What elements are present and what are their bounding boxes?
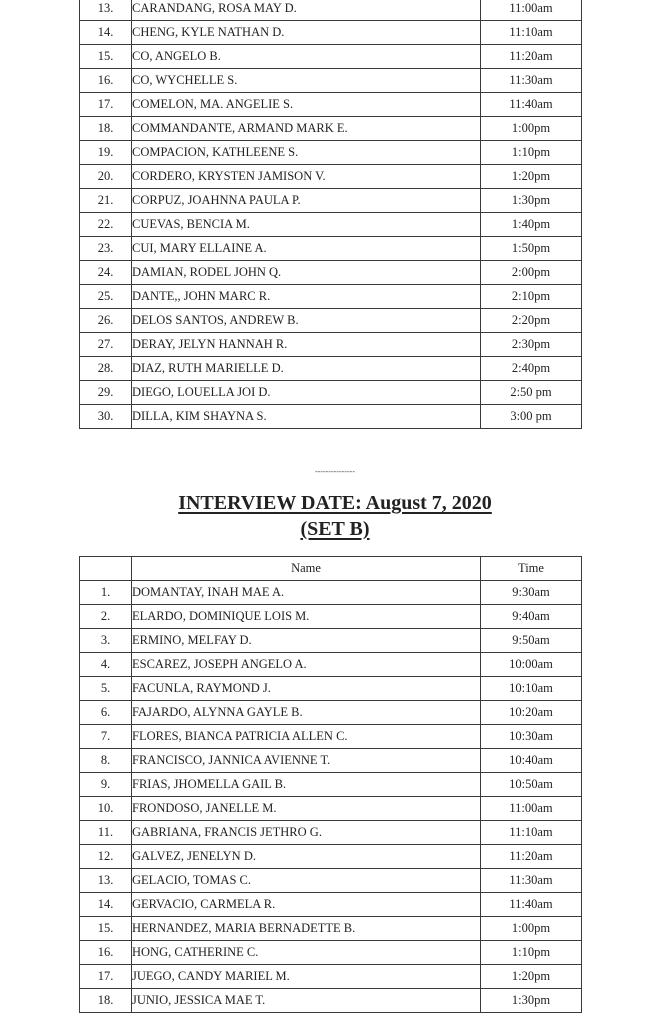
table-row — [80, 69, 582, 93]
interview-time: 9:40am — [481, 605, 582, 629]
schedule-table-set-b — [79, 556, 582, 1013]
table-row — [80, 773, 582, 797]
table-row — [80, 677, 582, 701]
row-number: 22. — [80, 213, 132, 237]
table-row — [80, 189, 582, 213]
row-number: 15. — [80, 45, 132, 69]
interview-time: 11:00am — [481, 0, 582, 21]
interview-time: 10:10am — [481, 677, 582, 701]
table-row — [80, 893, 582, 917]
interview-time: 11:10am — [481, 821, 582, 845]
row-number: 1. — [80, 581, 132, 605]
table-row — [80, 605, 582, 629]
applicant-name: GERVACIO, CARMELA R. — [132, 893, 481, 917]
interview-time: 2:50 pm — [481, 381, 582, 405]
table-row — [80, 581, 582, 605]
applicant-name: FRONDOSO, JANELLE M. — [132, 797, 481, 821]
row-number: 20. — [80, 165, 132, 189]
table-row — [80, 749, 582, 773]
interview-time: 1:20pm — [481, 165, 582, 189]
interview-time: 11:10am — [481, 21, 582, 45]
row-number: 19. — [80, 141, 132, 165]
interview-time: 11:30am — [481, 869, 582, 893]
table-row — [80, 237, 582, 261]
table-row — [80, 213, 582, 237]
table-row — [80, 869, 582, 893]
interview-time: 9:50am — [481, 629, 582, 653]
applicant-name: ELARDO, DOMINIQUE LOIS M. — [132, 605, 481, 629]
applicant-name: DANTE,, JOHN MARC R. — [132, 285, 481, 309]
interview-time: 11:40am — [481, 93, 582, 117]
table-row — [80, 845, 582, 869]
set-label-heading — [0, 517, 670, 541]
section-separator: --------------- — [315, 467, 355, 476]
table-row — [80, 117, 582, 141]
applicant-name: FRANCISCO, JANNICA AVIENNE T. — [132, 749, 481, 773]
interview-time: 1:10pm — [481, 941, 582, 965]
table-row — [80, 93, 582, 117]
applicant-name: CHENG, KYLE NATHAN D. — [132, 21, 481, 45]
table-row — [80, 261, 582, 285]
applicant-name: CO, WYCHELLE S. — [132, 69, 481, 93]
row-number: 29. — [80, 381, 132, 405]
applicant-name: DAMIAN, RODEL JOHN Q. — [132, 261, 481, 285]
applicant-name: ESCAREZ, JOSEPH ANGELO A. — [132, 653, 481, 677]
table-row — [80, 653, 582, 677]
row-number: 17. — [80, 93, 132, 117]
table-row — [80, 333, 582, 357]
applicant-name: CUEVAS, BENCIA M. — [132, 213, 481, 237]
table-row — [80, 917, 582, 941]
row-number: 13. — [80, 0, 132, 21]
interview-time: 10:00am — [481, 653, 582, 677]
row-number: 13. — [80, 869, 132, 893]
applicant-name: COMMANDANTE, ARMAND MARK E. — [132, 117, 481, 141]
row-number: 2. — [80, 605, 132, 629]
row-number: 21. — [80, 189, 132, 213]
table-row — [80, 45, 582, 69]
interview-time: 1:30pm — [481, 989, 582, 1013]
row-number: 30. — [80, 405, 132, 429]
interview-time: 1:20pm — [481, 965, 582, 989]
row-number: 5. — [80, 677, 132, 701]
table-row — [80, 141, 582, 165]
table-row — [80, 21, 582, 45]
interview-time: 2:30pm — [481, 333, 582, 357]
applicant-name: DIEGO, LOUELLA JOI D. — [132, 381, 481, 405]
interview-time: 1:50pm — [481, 237, 582, 261]
applicant-name: COMPACION, KATHLEENE S. — [132, 141, 481, 165]
applicant-name: CUI, MARY ELLAINE A. — [132, 237, 481, 261]
row-number: 15. — [80, 917, 132, 941]
row-number: 18. — [80, 989, 132, 1013]
table-row — [80, 381, 582, 405]
interview-time: 11:40am — [481, 893, 582, 917]
interview-time: 2:10pm — [481, 285, 582, 309]
interview-time: 1:30pm — [481, 189, 582, 213]
table-row — [80, 989, 582, 1013]
applicant-name: CORPUZ, JOAHNNA PAULA P. — [132, 189, 481, 213]
table-row — [80, 821, 582, 845]
row-number: 18. — [80, 117, 132, 141]
row-number: 17. — [80, 965, 132, 989]
row-number: 14. — [80, 893, 132, 917]
interview-time: 1:00pm — [481, 917, 582, 941]
applicant-name: JUEGO, CANDY MARIEL M. — [132, 965, 481, 989]
table-row — [80, 405, 582, 429]
row-number: 26. — [80, 309, 132, 333]
interview-date-heading-text: INTERVIEW DATE: August 7, 2020 — [178, 492, 492, 514]
row-number: 14. — [80, 21, 132, 45]
table-row — [80, 725, 582, 749]
row-number: 4. — [80, 653, 132, 677]
table-header-row — [80, 557, 582, 581]
table-row — [80, 797, 582, 821]
applicant-name: FLORES, BIANCA PATRICIA ALLEN C. — [132, 725, 481, 749]
table-row — [80, 285, 582, 309]
interview-time: 2:20pm — [481, 309, 582, 333]
applicant-name: DERAY, JELYN HANNAH R. — [132, 333, 481, 357]
row-number: 11. — [80, 821, 132, 845]
column-header-name: Name — [132, 557, 481, 581]
applicant-name: DOMANTAY, INAH MAE A. — [132, 581, 481, 605]
row-number: 12. — [80, 845, 132, 869]
row-number: 9. — [80, 773, 132, 797]
table-row — [80, 0, 582, 21]
interview-time: 1:10pm — [481, 141, 582, 165]
row-number: 27. — [80, 333, 132, 357]
applicant-name: HERNANDEZ, MARIA BERNADETTE B. — [132, 917, 481, 941]
interview-time: 9:30am — [481, 581, 582, 605]
row-number: 16. — [80, 69, 132, 93]
row-number: 16. — [80, 941, 132, 965]
interview-time: 1:40pm — [481, 213, 582, 237]
applicant-name: DILLA, KIM SHAYNA S. — [132, 405, 481, 429]
column-header-number — [80, 557, 132, 581]
interview-time: 10:20am — [481, 701, 582, 725]
applicant-name: FACUNLA, RAYMOND J. — [132, 677, 481, 701]
table-row — [80, 309, 582, 333]
table-row — [80, 965, 582, 989]
schedule-table-body — [80, 0, 582, 429]
interview-time: 3:00 pm — [481, 405, 582, 429]
row-number: 23. — [80, 237, 132, 261]
interview-time: 10:30am — [481, 725, 582, 749]
row-number: 10. — [80, 797, 132, 821]
applicant-name: FRIAS, JHOMELLA GAIL B. — [132, 773, 481, 797]
interview-time: 11:20am — [481, 845, 582, 869]
interview-time: 11:20am — [481, 45, 582, 69]
row-number: 6. — [80, 701, 132, 725]
applicant-name: CORDERO, KRYSTEN JAMISON V. — [132, 165, 481, 189]
schedule-table-set-a-continued — [79, 0, 582, 429]
table-row — [80, 701, 582, 725]
applicant-name: GELACIO, TOMAS C. — [132, 869, 481, 893]
row-number: 3. — [80, 629, 132, 653]
interview-time: 10:50am — [481, 773, 582, 797]
table-row — [80, 357, 582, 381]
interview-time: 11:00am — [481, 797, 582, 821]
applicant-name: DIAZ, RUTH MARIELLE D. — [132, 357, 481, 381]
applicant-name: CARANDANG, ROSA MAY D. — [132, 0, 481, 21]
interview-time: 2:00pm — [481, 261, 582, 285]
column-header-time: Time — [481, 557, 582, 581]
table-row — [80, 941, 582, 965]
row-number: 28. — [80, 357, 132, 381]
applicant-name: CO, ANGELO B. — [132, 45, 481, 69]
applicant-name: DELOS SANTOS, ANDREW B. — [132, 309, 481, 333]
interview-date-heading — [0, 491, 670, 515]
applicant-name: ERMINO, MELFAY D. — [132, 629, 481, 653]
table-row — [80, 165, 582, 189]
row-number: 25. — [80, 285, 132, 309]
interview-time: 10:40am — [481, 749, 582, 773]
set-label-heading-text: (SET B) — [300, 518, 370, 540]
interview-time: 1:00pm — [481, 117, 582, 141]
applicant-name: GALVEZ, JENELYN D. — [132, 845, 481, 869]
row-number: 24. — [80, 261, 132, 285]
interview-time: 11:30am — [481, 69, 582, 93]
row-number: 8. — [80, 749, 132, 773]
applicant-name: JUNIO, JESSICA MAE T. — [132, 989, 481, 1013]
schedule-table-body — [80, 581, 582, 1013]
applicant-name: GABRIANA, FRANCIS JETHRO G. — [132, 821, 481, 845]
applicant-name: FAJARDO, ALYNNA GAYLE B. — [132, 701, 481, 725]
applicant-name: HONG, CATHERINE C. — [132, 941, 481, 965]
applicant-name: COMELON, MA. ANGELIE S. — [132, 93, 481, 117]
row-number: 7. — [80, 725, 132, 749]
table-row — [80, 629, 582, 653]
interview-time: 2:40pm — [481, 357, 582, 381]
